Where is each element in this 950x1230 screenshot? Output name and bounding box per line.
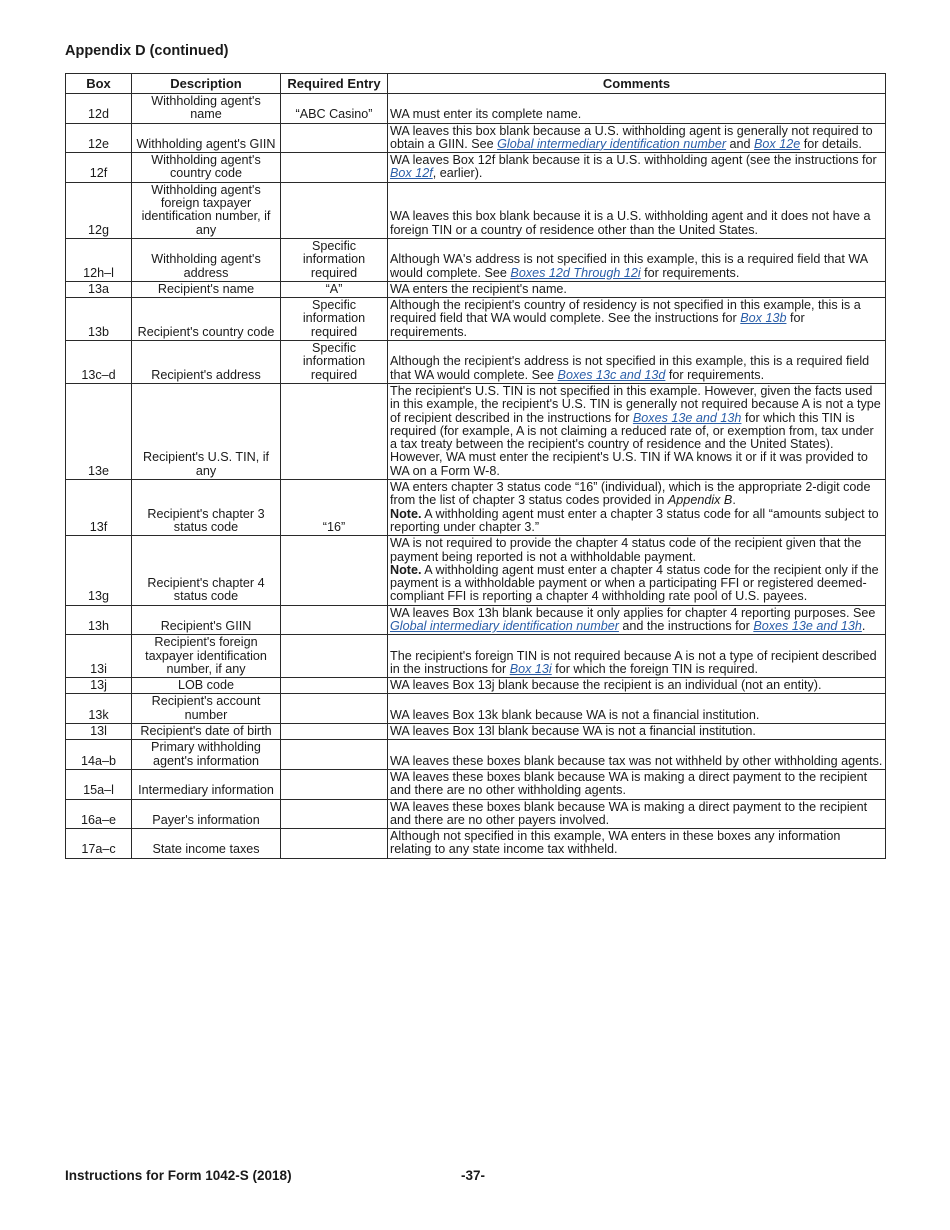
comment-text: WA leaves Box 13k blank because WA is not a financial institution. [390, 707, 760, 722]
description-cell: Withholding agent's address [132, 238, 281, 281]
required-entry-cell [281, 678, 388, 694]
box-cell: 13j [66, 678, 132, 694]
italic-reference: Appendix B [667, 493, 733, 508]
footer-page-number: -37- [461, 1168, 486, 1183]
description-cell: Recipient's date of birth [132, 724, 281, 740]
table-row [66, 799, 886, 829]
cross-reference-link[interactable]: Box 12f [390, 166, 433, 181]
comments-cell [388, 799, 886, 829]
required-entry-cell [281, 383, 388, 479]
comment-text: . [861, 618, 866, 633]
comment-text: WA enters the recipient's name. [390, 281, 567, 296]
cross-reference-link[interactable]: Box 13b [740, 311, 787, 326]
required-entry-cell: Specific information required [281, 238, 388, 281]
comments-cell [388, 724, 886, 740]
table-row [66, 740, 886, 770]
column-header-description: Description [132, 74, 281, 94]
comments-cell [388, 536, 886, 605]
comments-cell [388, 635, 886, 678]
description-cell: Recipient's country code [132, 298, 281, 341]
comment-text: WA enters chapter 3 status code “16” (individual), which is the appropriate 2-digit code from the list of chapter 3 status codes provided in [390, 480, 871, 508]
comment-text: . [732, 493, 736, 508]
required-entry-cell [281, 769, 388, 799]
description-cell: Recipient's chapter 4 status code [132, 536, 281, 605]
description-cell: Recipient's chapter 3 status code [132, 480, 281, 536]
box-cell: 13g [66, 536, 132, 605]
box-cell: 12h–l [66, 238, 132, 281]
description-cell: Withholding agent's country code [132, 153, 281, 183]
box-cell: 12e [66, 123, 132, 153]
required-entry-cell [281, 182, 388, 238]
cross-reference-link[interactable]: Global intermediary identification number [390, 618, 619, 633]
comments-cell [388, 182, 886, 238]
comments-cell [388, 281, 886, 297]
comment-text: for requirements. [640, 265, 740, 280]
comment-text: for which the foreign TIN is required. [551, 661, 758, 676]
box-cell: 12d [66, 94, 132, 124]
comment-text: WA leaves this box blank because a U.S. withholding agent is generally not required to obtain a GIIN. See [390, 123, 873, 151]
description-cell: Payer's information [132, 799, 281, 829]
comment-text: for details. [800, 136, 862, 151]
column-header-required-entry: Required Entry [281, 74, 388, 94]
comment-text: WA leaves these boxes blank because WA is making a direct payment to the recipient and there are no other withholding agents. [390, 769, 868, 798]
description-cell: Recipient's foreign taxpayer identification number, if any [132, 635, 281, 678]
table-row [66, 153, 886, 183]
description-cell: State income taxes [132, 829, 281, 859]
table-row [66, 724, 886, 740]
required-entry-cell: “A” [281, 281, 388, 297]
comment-text: WA leaves Box 13l blank because WA is not a financial institution. [390, 724, 756, 739]
comments-cell [388, 678, 886, 694]
box-cell: 14a–b [66, 740, 132, 770]
required-entry-cell [281, 536, 388, 605]
table-row [66, 281, 886, 297]
table-body [66, 94, 886, 859]
table-row [66, 94, 886, 124]
cross-reference-link[interactable]: Box 13i [509, 661, 552, 676]
table-row [66, 605, 886, 635]
cross-reference-link[interactable]: Boxes 13e and 13h [632, 410, 742, 425]
cross-reference-link[interactable]: Boxes 13e and 13h [753, 618, 862, 633]
box-cell: 17a–c [66, 829, 132, 859]
box-cell: 13k [66, 694, 132, 724]
description-cell: Primary withholding agent's information [132, 740, 281, 770]
box-cell: 13a [66, 281, 132, 297]
cross-reference-link[interactable]: Boxes 12d Through 12i [510, 265, 641, 280]
table-row [66, 238, 886, 281]
table-row [66, 298, 886, 341]
required-entry-cell: “16” [281, 480, 388, 536]
description-cell: Withholding agent's name [132, 94, 281, 124]
table-row [66, 769, 886, 799]
box-cell: 13h [66, 605, 132, 635]
table-row [66, 480, 886, 536]
cross-reference-link[interactable]: Boxes 13c and 13d [557, 367, 666, 382]
required-entry-cell [281, 153, 388, 183]
comment-text: WA leaves these boxes blank because tax was not withheld by other withholding agents. [390, 753, 883, 768]
box-cell: 13c–d [66, 341, 132, 384]
description-cell: Recipient's U.S. TIN, if any [132, 383, 281, 479]
comment-text: The recipient's foreign TIN is not required because A is not a type of recipient described in the instructions for [390, 648, 877, 676]
table-row [66, 383, 886, 479]
comment-text: Although the recipient's country of residency is not specified in this example, this is a required field that WA would complete. See the instructions for [390, 298, 861, 326]
required-entry-cell [281, 694, 388, 724]
comments-cell [388, 740, 886, 770]
table-row [66, 536, 886, 605]
comment-text: The recipient's U.S. TIN is not specified in this example. However, given the facts used in this example, the recipient's U.S. TIN is generally not required because A is not a type of recipient described in the instructions for [390, 383, 881, 425]
comments-cell [388, 123, 886, 153]
box-cell: 13b [66, 298, 132, 341]
box-cell: 15a–l [66, 769, 132, 799]
comments-cell [388, 605, 886, 635]
comment-text: WA leaves Box 13j blank because the recipient is an individual (not an entity). [390, 678, 822, 693]
table-row [66, 678, 886, 694]
column-header-comments: Comments [388, 74, 886, 94]
table-header-row [66, 74, 886, 94]
required-entry-cell: Specific information required [281, 341, 388, 384]
required-entry-cell: “ABC Casino” [281, 94, 388, 124]
cross-reference-link[interactable]: Box 12e [754, 136, 801, 151]
comments-cell [388, 341, 886, 384]
comments-cell [388, 694, 886, 724]
description-cell: Recipient's GIIN [132, 605, 281, 635]
box-cell: 13l [66, 724, 132, 740]
comment-text: WA leaves these boxes blank because WA is making a direct payment to the recipient and there are no other payers involved. [390, 799, 868, 827]
box-cell: 12f [66, 153, 132, 183]
note-label: Note. [390, 562, 422, 577]
description-cell: Withholding agent's GIIN [132, 123, 281, 153]
footer-form-title: Instructions for Form 1042-S (2018) [65, 1168, 292, 1183]
comment-text: for which this TIN is required (for example, A is not claiming a reduced rate of, or exemption from, tax under a tax treaty between the recipient's country of residence and the United States). However, WA must enter the recipient's U.S. TIN if WA knows it or if it was provided to WA on a Form W-8. [390, 410, 874, 478]
comment-text: , earlier). [432, 166, 483, 181]
table-row [66, 123, 886, 153]
table-row [66, 694, 886, 724]
description-cell: Recipient's name [132, 281, 281, 297]
required-entry-cell [281, 740, 388, 770]
required-entry-cell: Specific information required [281, 298, 388, 341]
box-cell: 13f [66, 480, 132, 536]
comment-text: WA is not required to provide the chapter 4 status code of the recipient given that the payment being reported is not a withholdable payment. [390, 536, 862, 564]
comment-text: Although not specified in this example, WA enters in these boxes any information relating to any state income tax withheld. [390, 829, 841, 857]
description-cell: Intermediary information [132, 769, 281, 799]
comment-text: for requirements. [665, 367, 765, 382]
table-row [66, 635, 886, 678]
comment-text: WA leaves Box 13h blank because it only applies for chapter 4 reporting purposes. See [390, 605, 876, 620]
required-entry-cell [281, 799, 388, 829]
comments-cell [388, 829, 886, 859]
comment-text: Although the recipient's address is not specified in this example, this is a required field that WA would complete. See [390, 354, 870, 382]
note-label: Note. [390, 506, 422, 521]
comment-text: for requirements. [390, 311, 805, 339]
description-cell: LOB code [132, 678, 281, 694]
comments-cell [388, 153, 886, 183]
required-entry-cell [281, 724, 388, 740]
comment-text: WA leaves this box blank because it is a U.S. withholding agent and it does not have a foreign TIN or a country of residence other than the United States. [390, 209, 871, 237]
appendix-table [65, 73, 886, 859]
box-cell: 12g [66, 182, 132, 238]
required-entry-cell [281, 605, 388, 635]
page-heading: Appendix D (continued) [65, 43, 229, 59]
table-row [66, 829, 886, 859]
comments-cell [388, 238, 886, 281]
description-cell: Recipient's account number [132, 694, 281, 724]
box-cell: 13e [66, 383, 132, 479]
box-cell: 16a–e [66, 799, 132, 829]
comment-text: and the instructions for [618, 618, 754, 633]
required-entry-cell [281, 635, 388, 678]
table-row [66, 182, 886, 238]
comments-cell [388, 383, 886, 479]
comment-text: WA must enter its complete name. [390, 107, 582, 122]
comment-text: and [726, 136, 755, 151]
comment-text: A withholding agent must enter a chapter 3 status code for all “amounts subject to reporting under chapter 3.” [390, 506, 879, 534]
cross-reference-link[interactable]: Global intermediary identification number [497, 136, 727, 151]
comments-cell [388, 298, 886, 341]
table-row [66, 341, 886, 384]
description-cell: Withholding agent's foreign taxpayer identification number, if any [132, 182, 281, 238]
column-header-box: Box [66, 74, 132, 94]
comments-cell [388, 480, 886, 536]
description-cell: Recipient's address [132, 341, 281, 384]
comments-cell [388, 94, 886, 124]
comments-cell [388, 769, 886, 799]
required-entry-cell [281, 829, 388, 859]
comment-text: A withholding agent must enter a chapter 4 status code for the recipient only if the payment is a withholdable payment or when a participating FFI or registered deemed-compliant FFI is reporting a chapter 4 withholding rate pool of U.S. payees. [390, 562, 879, 604]
comment-text: WA leaves Box 12f blank because it is a U.S. withholding agent (see the instructions for [390, 153, 877, 168]
comment-text: Although WA's address is not specified in this example, this is a required field that WA would complete. See [390, 252, 868, 280]
box-cell: 13i [66, 635, 132, 678]
required-entry-cell [281, 123, 388, 153]
